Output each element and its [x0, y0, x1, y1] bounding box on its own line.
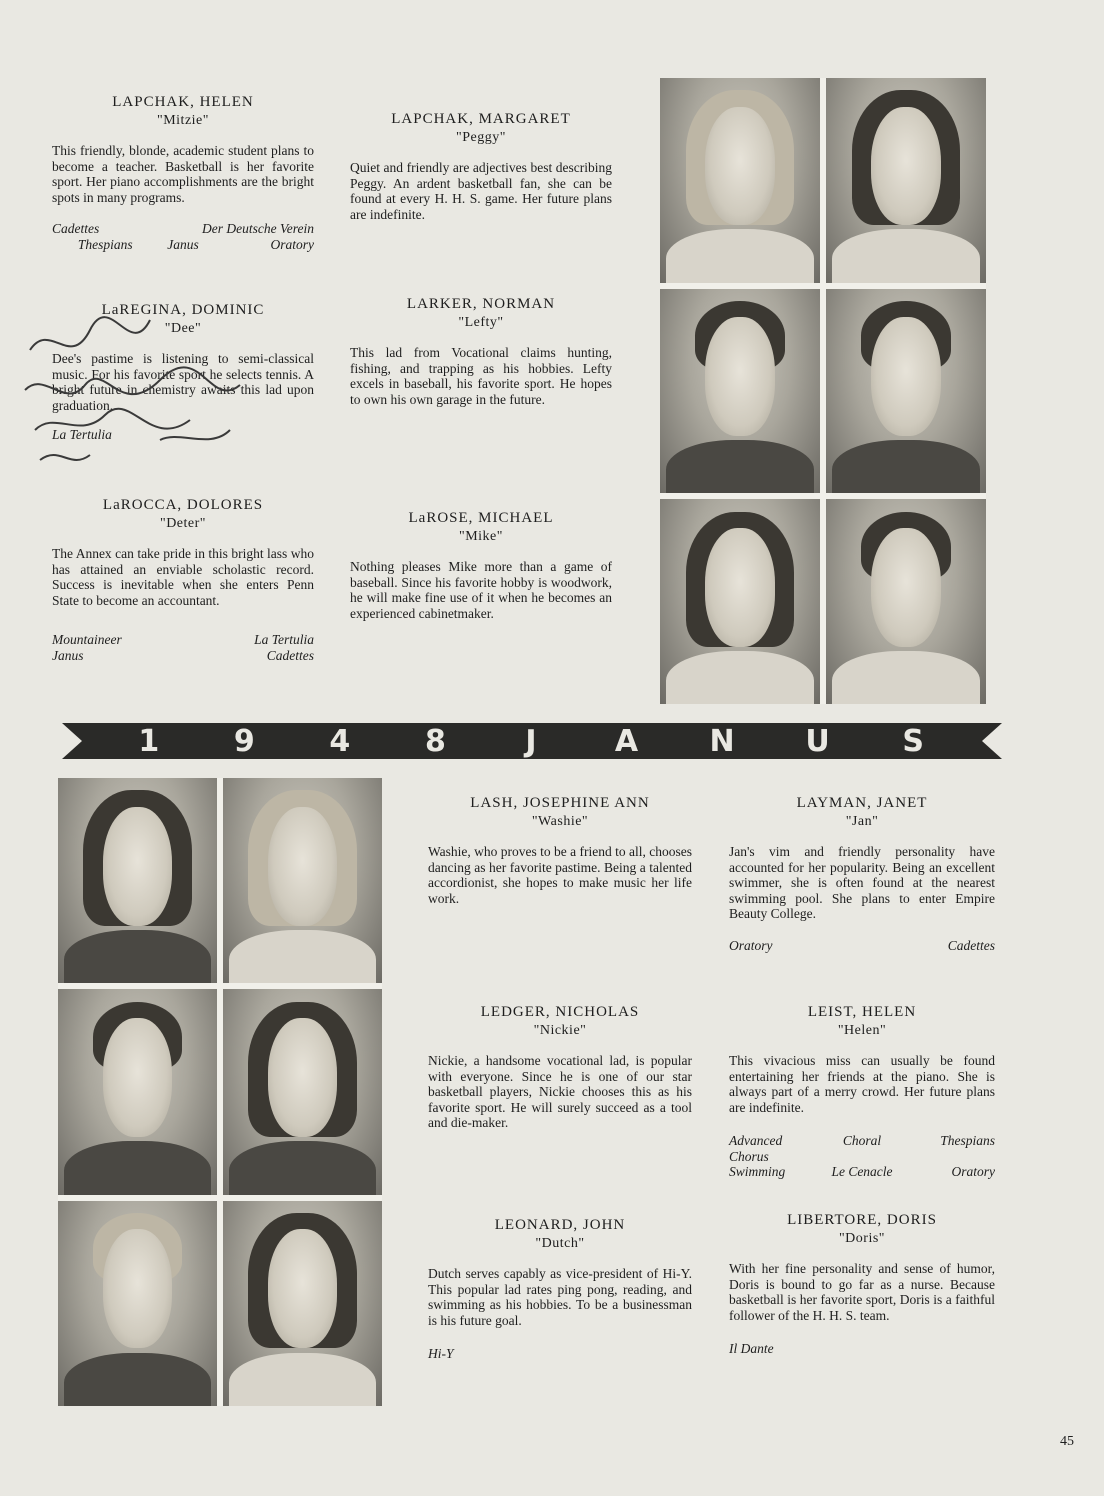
portrait-grid-top	[660, 78, 986, 704]
entry-nickname: "Dutch"	[535, 1236, 585, 1251]
activity: Der Deutsche Verein	[202, 221, 314, 236]
banner-letter: 4	[329, 723, 353, 759]
entry-name: LaROSE, MICHAEL	[408, 510, 554, 526]
activity: Advanced Chorus	[729, 1133, 783, 1164]
activity: Swimming	[729, 1164, 786, 1179]
entry-nickname: "Peggy"	[456, 130, 506, 145]
entry-name: LARKER, NORMAN	[406, 296, 556, 312]
activity: Hi-Y	[428, 1346, 454, 1361]
entry-larocca-dolores	[52, 497, 314, 663]
banner-letter: U	[805, 723, 832, 759]
entry-nickname: "Mike"	[459, 529, 503, 544]
entry-nickname: "Washie"	[531, 814, 589, 829]
entry-libertore-doris	[729, 1212, 995, 1357]
activity: Cadettes	[266, 647, 314, 663]
entry-activities	[52, 632, 314, 663]
entry-name: LAYMAN, JANET	[796, 795, 928, 811]
entry-bio: Jan's vim and friendly personality have accounted for her popularity. Being an excellent swimmer, she is often found at the nearest swimming pool. She plans to enter Empire Beauty College.	[729, 844, 995, 921]
portrait-photo	[58, 989, 217, 1194]
portrait-photo	[826, 78, 986, 283]
entry-bio: Dutch serves capably as vice-president of Hi-Y. This popular lad rates ping pong, reading, and swimming as his hobbies. To be a businessman is his future goal.	[428, 1266, 692, 1328]
activity: Le Cenacle	[831, 1164, 893, 1179]
portrait-photo	[660, 289, 820, 494]
entry-activities	[52, 221, 314, 252]
entry-larker-norman	[350, 296, 612, 407]
entry-nickname: "Doris"	[838, 1231, 886, 1246]
banner-letter: 1	[138, 723, 162, 759]
activity: La Tertulia	[52, 427, 112, 442]
entry-bio: This vivacious miss can usually be found entertaining her friends at the piano. She is always part of a merry crowd. Her future plans are indefinite.	[729, 1053, 995, 1115]
page-number: 45	[1060, 1434, 1074, 1449]
entry-nickname: "Deter"	[159, 516, 207, 531]
banner-letter: J	[525, 723, 539, 759]
banner-letter: 8	[424, 723, 448, 759]
entry-activities	[729, 938, 995, 954]
portrait-photo	[58, 778, 217, 983]
portrait-photo	[660, 499, 820, 704]
entry-lash-josephine-ann	[428, 795, 692, 906]
portrait-photo	[223, 989, 382, 1194]
entry-nickname: "Mitzie"	[157, 113, 209, 128]
entry-bio: Washie, who proves to be a friend to all, chooses dancing as her favorite pastime. Being a talented accordionist, she hopes to make music her life work.	[428, 844, 692, 906]
activity: Thespians	[77, 236, 133, 252]
entry-bio: Nothing pleases Mike more than a game of baseball. Since his favorite hobby is woodwork, he will make fine use of it when he becomes an experienced cabinetmaker.	[350, 559, 612, 621]
entry-activities	[52, 427, 314, 443]
activity: Janus	[52, 647, 84, 663]
entry-nickname: "Lefty"	[458, 315, 504, 330]
entry-activities	[428, 1346, 692, 1362]
entry-nickname: "Jan"	[845, 814, 879, 829]
entry-bio: The Annex can take pride in this bright lass who has attained an enviable scholastic record. Success is inevitable when she enters Penn State to become an accountant.	[52, 546, 314, 608]
activity: Oratory	[729, 937, 773, 953]
entry-bio: This friendly, blonde, academic student plans to become a teacher. Basketball is her favorite sport. Her piano accomplishments are the bright spots in many programs.	[52, 143, 314, 205]
entry-name: LEDGER, NICHOLAS	[480, 1004, 640, 1020]
portrait-photo	[826, 289, 986, 494]
activity: Oratory	[270, 236, 314, 252]
entry-nickname: "Dee"	[164, 321, 202, 336]
entry-name: LAPCHAK, HELEN	[112, 94, 254, 110]
banner-letter: S	[902, 723, 926, 759]
entry-nickname: "Helen"	[837, 1023, 887, 1038]
activity: Mountaineer	[52, 632, 122, 647]
banner-letter: A	[614, 723, 641, 759]
portrait-grid-bottom	[58, 778, 382, 1406]
janus-banner	[62, 723, 1002, 759]
entry-name: LAPCHAK, MARGARET	[391, 111, 571, 127]
entry-name: LaROCCA, DOLORES	[102, 497, 264, 513]
activity: Il Dante	[729, 1341, 774, 1356]
portrait-photo	[223, 1201, 382, 1406]
entry-activities	[729, 1341, 995, 1357]
entry-name: LIBERTORE, DORIS	[787, 1212, 937, 1228]
entry-name: LEONARD, JOHN	[494, 1217, 626, 1233]
entry-bio: This lad from Vocational claims hunting, fishing, and trapping as his hobbies. Lefty excels in baseball, his favorite sport. He hopes to own his own garage in the future.	[350, 345, 612, 407]
entry-nickname: "Nickie"	[533, 1023, 587, 1038]
entry-larose-michael	[350, 510, 612, 621]
portrait-photo	[826, 499, 986, 704]
entry-bio: Dee's pastime is listening to semi-classical music. For his favorite sport he selects tennis. A bright future in chemistry awaits this lad upon graduation.	[52, 351, 314, 413]
entry-name: LEIST, HELEN	[807, 1004, 917, 1020]
banner-letters	[62, 723, 1002, 759]
entry-ledger-nicholas	[428, 1004, 692, 1131]
entry-activities	[729, 1133, 995, 1180]
portrait-photo	[223, 778, 382, 983]
activity: Thespians	[940, 1133, 995, 1148]
banner-letter: 9	[233, 723, 257, 759]
banner-letter: N	[709, 723, 737, 759]
entry-lapchak-helen	[52, 94, 314, 252]
entry-laregina-dominic	[52, 302, 314, 443]
activity: Cadettes	[947, 937, 995, 953]
activity: Oratory	[951, 1164, 995, 1179]
entry-name: LASH, JOSEPHINE ANN	[470, 795, 650, 811]
activity: Janus	[167, 236, 199, 252]
entry-layman-janet	[729, 795, 995, 953]
entry-bio: Nickie, a handsome vocational lad, is popular with everyone. Since he is one of our star basketball players, Nickie chooses this as his favorite sport. He will surely succeed as a tool and die-maker.	[428, 1053, 692, 1130]
portrait-photo	[660, 78, 820, 283]
entry-leist-helen	[729, 1004, 995, 1180]
activity: La Tertulia	[254, 632, 314, 647]
entry-bio: Quiet and friendly are adjectives best describing Peggy. An ardent basketball fan, she can be found at every H. H. S. game. Her future plans are indefinite.	[350, 160, 612, 222]
activity: Cadettes	[52, 221, 100, 236]
portrait-photo	[58, 1201, 217, 1406]
entry-lapchak-margaret	[350, 111, 612, 222]
entry-leonard-john	[428, 1217, 692, 1362]
entry-bio: With her fine personality and sense of humor, Doris is bound to go far as a nurse. Because basketball is her favorite sport, Doris is a faithful follower of the H. H. S. team.	[729, 1261, 995, 1323]
activity: Choral	[842, 1133, 882, 1148]
entry-name: LaREGINA, DOMINIC	[101, 302, 265, 318]
